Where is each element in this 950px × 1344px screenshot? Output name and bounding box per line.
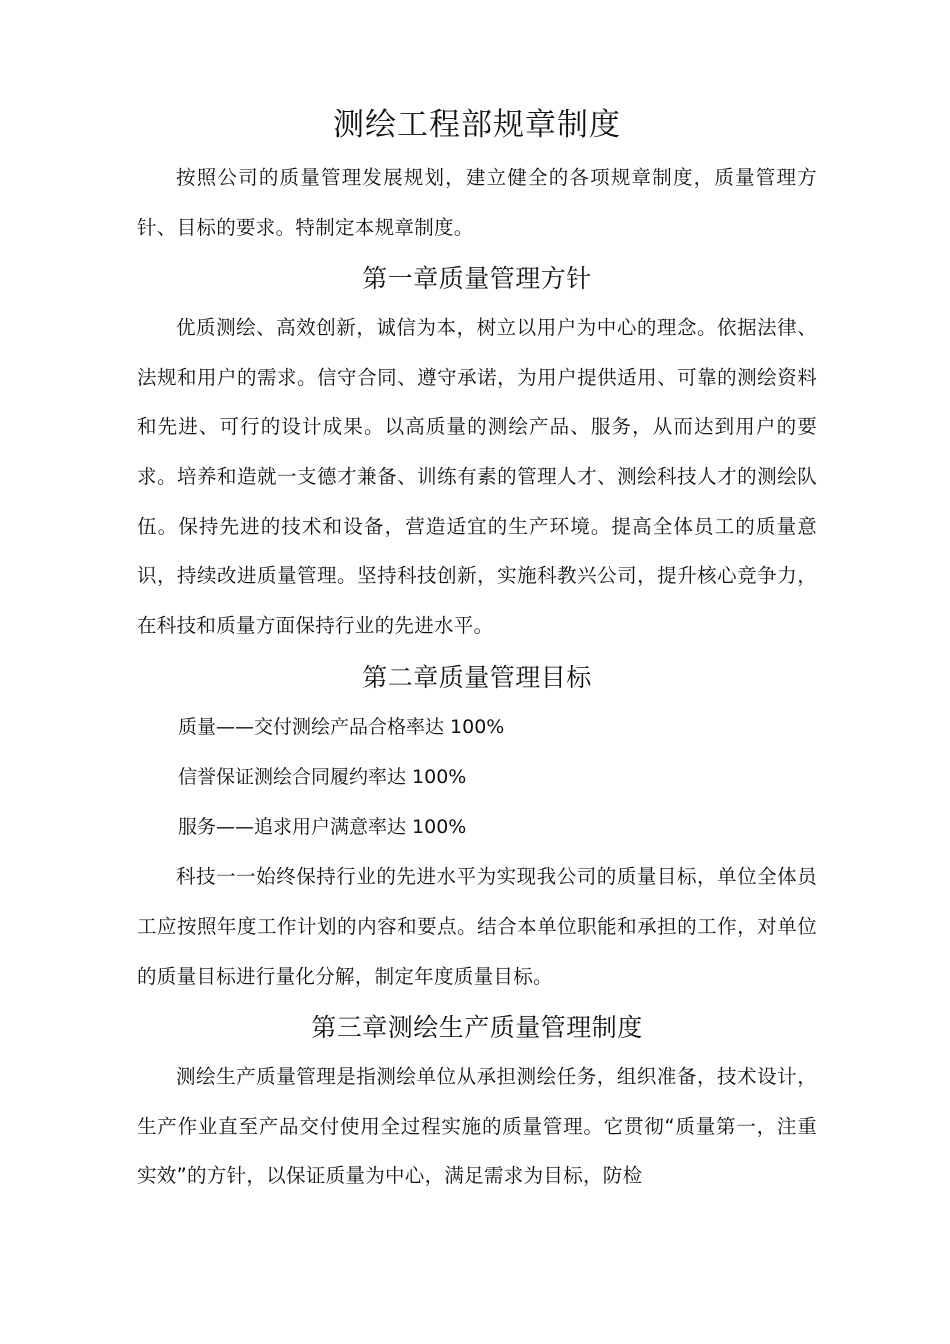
chapter-1-title: 第一章质量管理方针: [362, 264, 592, 294]
goal-item-service: 服务——追求用户满意率达 100%: [178, 816, 467, 839]
chapter-2-body: 科技一一始终保持行业的先进水平为实现我公司的质量目标，单位全体员工应按照年度工作计划的内容和要点。结合本单位职能和承担的工作，对单位的质量目标进行量化分解，制定年度质量目标。: [137, 865, 817, 988]
chapter-3-body: 测绘生产质量管理是指测绘单位从承担测绘任务，组织准备，技术设计，生产作业直至产品交付使用全过程实施的质量管理。它贯彻“质量第一，注重实效”的方针，以保证质量为中心，满足需求为目标，防检: [137, 1065, 817, 1188]
goal-item-quality: 质量——交付测绘产品合格率达 100%: [178, 716, 505, 739]
chapter-3-title: 第三章测绘生产质量管理制度: [311, 1013, 643, 1043]
chapter-1-body: 优质测绘、高效创新，诚信为本，树立以用户为中心的理念。依据法律、法规和用户的需求。信守合同、遵守承诺，为用户提供适用、可靠的测绘资料和先进、可行的设计成果。以高质量的测绘产品、服务，从而达到用户的要求。培养和造就一支德才兼备、训练有素的管理人才、测绘科技人才的测绘队伍。保持先进的技术和设备，营造适宜的生产环境。提高全体员工的质量意识，持续改进质量管理。坚持科技创新，实施科教兴公司，提升核心竞争力，在科技和质量方面保持行业的先进水平。: [137, 316, 817, 637]
quality-goals-list: [137, 702, 817, 852]
goal-item-credibility: 信誉保证测绘合同履约率达 100%: [178, 766, 467, 789]
chapter-2-title: 第二章质量管理目标: [362, 663, 592, 693]
document-title: 测绘工程部规章制度: [333, 107, 621, 143]
document-page: [137, 100, 817, 1201]
intro-paragraph: 按照公司的质量管理发展规划，建立健全的各项规章制度，质量管理方针、目标的要求。特制定本规章制度。: [137, 166, 817, 239]
